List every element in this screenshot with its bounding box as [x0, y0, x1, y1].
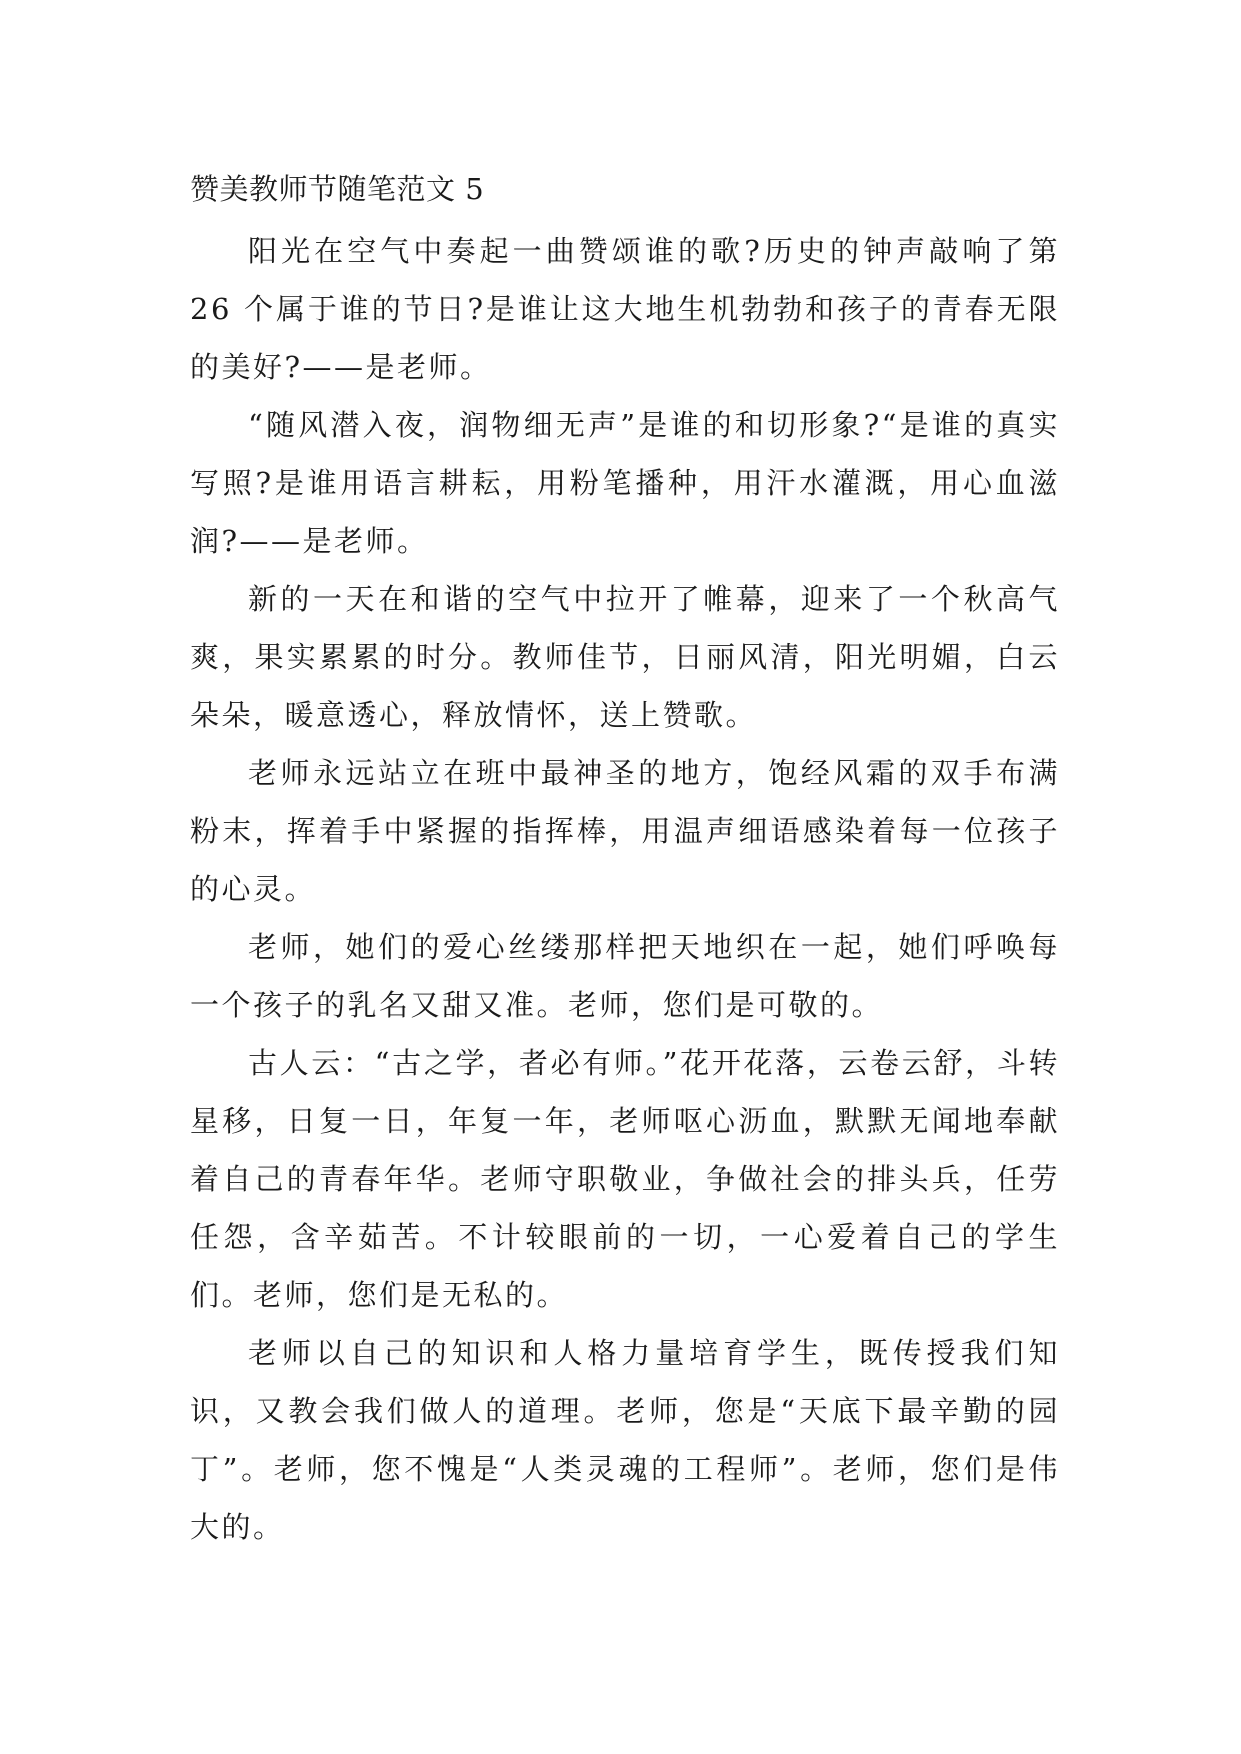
paragraph-7: 老师以自己的知识和人格力量培育学生，既传授我们知识，又教会我们做人的道理。老师，您是“天底下最辛勤的园丁”。老师，您不愧是“人类灵魂的工程师”。老师，您们是伟大的。 [190, 1336, 1060, 1544]
paragraph-3: 新的一天在和谐的空气中拉开了帷幕，迎来了一个秋高气爽，果实累累的时分。教师佳节，日丽风清，阳光明媚，白云朵朵，暖意透心，释放情怀，送上赞歌。 [190, 582, 1060, 732]
paragraph-4: 老师永远站立在班中最神圣的地方，饱经风霜的双手布满粉末，挥着手中紧握的指挥棒，用温声细语感染着每一位孩子的心灵。 [190, 756, 1060, 906]
paragraph-2: “随风潜入夜，润物细无声”是谁的和切形象?“是谁的真实写照?是谁用语言耕耘，用粉笔播种，用汗水灌溉，用心血滋润?——是老师。 [190, 408, 1060, 558]
paragraph-5: 老师，她们的爱心丝缕那样把天地织在一起，她们呼唤每一个孩子的乳名又甜又准。老师，您们是可敬的。 [190, 930, 1060, 1022]
document-body [190, 160, 1060, 1556]
document-title: 赞美教师节随笔范文 5 [190, 172, 485, 206]
paragraph-6: 古人云：“古之学，者必有师。”花开花落，云卷云舒，斗转星移，日复一日，年复一年，老师呕心沥血，默默无闻地奉献着自己的青春年华。老师守职敬业，争做社会的排头兵，任劳任怨，含辛茹苦。不计较眼前的一切，一心爱着自己的学生们。老师，您们是无私的。 [190, 1046, 1060, 1312]
paragraph-1: 阳光在空气中奏起一曲赞颂谁的歌?历史的钟声敲响了第 26 个属于谁的节日?是谁让这大地生机勃勃和孩子的青春无限的美好?——是老师。 [190, 234, 1060, 384]
